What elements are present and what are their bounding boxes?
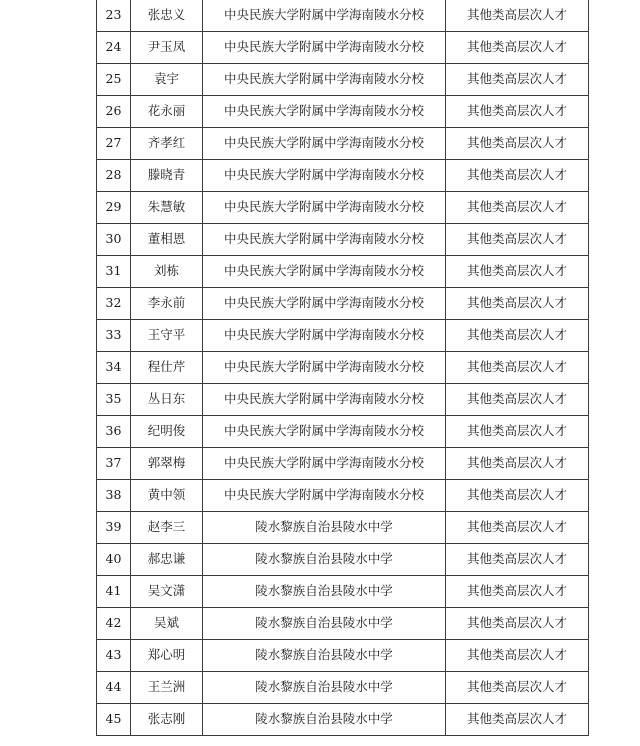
table-row — [97, 64, 589, 96]
row-number: 38 — [97, 480, 131, 512]
talent-category: 其他类高层次人才 — [446, 256, 589, 288]
talent-category: 其他类高层次人才 — [446, 0, 589, 32]
work-unit: 中央民族大学附属中学海南陵水分校 — [203, 320, 446, 352]
row-number: 35 — [97, 384, 131, 416]
table-row — [97, 480, 589, 512]
person-name: 董相恩 — [131, 224, 203, 256]
work-unit: 陵水黎族自治县陵水中学 — [203, 608, 446, 640]
talent-category: 其他类高层次人才 — [446, 32, 589, 64]
row-number: 31 — [97, 256, 131, 288]
work-unit: 陵水黎族自治县陵水中学 — [203, 640, 446, 672]
person-name: 张忠义 — [131, 0, 203, 32]
row-number: 25 — [97, 64, 131, 96]
person-name: 赵李三 — [131, 512, 203, 544]
talent-category: 其他类高层次人才 — [446, 544, 589, 576]
person-name: 齐孝红 — [131, 128, 203, 160]
row-number: 30 — [97, 224, 131, 256]
person-name: 滕晓青 — [131, 160, 203, 192]
talent-category: 其他类高层次人才 — [446, 480, 589, 512]
work-unit: 中央民族大学附属中学海南陵水分校 — [203, 160, 446, 192]
work-unit: 陵水黎族自治县陵水中学 — [203, 544, 446, 576]
talent-category: 其他类高层次人才 — [446, 128, 589, 160]
table-row — [97, 416, 589, 448]
work-unit: 中央民族大学附属中学海南陵水分校 — [203, 480, 446, 512]
row-number: 34 — [97, 352, 131, 384]
talent-category: 其他类高层次人才 — [446, 64, 589, 96]
person-name: 刘栋 — [131, 256, 203, 288]
talent-category: 其他类高层次人才 — [446, 288, 589, 320]
talent-category: 其他类高层次人才 — [446, 416, 589, 448]
talent-category: 其他类高层次人才 — [446, 320, 589, 352]
talent-category: 其他类高层次人才 — [446, 96, 589, 128]
work-unit: 陵水黎族自治县陵水中学 — [203, 672, 446, 704]
work-unit: 中央民族大学附属中学海南陵水分校 — [203, 352, 446, 384]
row-number: 39 — [97, 512, 131, 544]
person-name: 丛日东 — [131, 384, 203, 416]
person-name: 郝忠谦 — [131, 544, 203, 576]
person-name: 尹玉凤 — [131, 32, 203, 64]
person-name: 纪明俊 — [131, 416, 203, 448]
table-row — [97, 384, 589, 416]
person-name: 黄中领 — [131, 480, 203, 512]
person-name: 吴文潇 — [131, 576, 203, 608]
work-unit: 陵水黎族自治县陵水中学 — [203, 512, 446, 544]
table-row — [97, 544, 589, 576]
table-row — [97, 32, 589, 64]
table-row — [97, 640, 589, 672]
row-number: 27 — [97, 128, 131, 160]
talent-category: 其他类高层次人才 — [446, 640, 589, 672]
row-number: 45 — [97, 704, 131, 736]
work-unit: 陵水黎族自治县陵水中学 — [203, 576, 446, 608]
person-name: 李永前 — [131, 288, 203, 320]
row-number: 40 — [97, 544, 131, 576]
row-number: 23 — [97, 0, 131, 32]
table-row — [97, 224, 589, 256]
row-number: 32 — [97, 288, 131, 320]
row-number: 41 — [97, 576, 131, 608]
row-number: 43 — [97, 640, 131, 672]
row-number: 26 — [97, 96, 131, 128]
table-row — [97, 512, 589, 544]
work-unit: 中央民族大学附属中学海南陵水分校 — [203, 32, 446, 64]
work-unit: 中央民族大学附属中学海南陵水分校 — [203, 128, 446, 160]
table-row — [97, 256, 589, 288]
work-unit: 中央民族大学附属中学海南陵水分校 — [203, 0, 446, 32]
person-name: 张志刚 — [131, 704, 203, 736]
work-unit: 中央民族大学附属中学海南陵水分校 — [203, 64, 446, 96]
talent-list-table — [96, 0, 589, 736]
person-name: 吴斌 — [131, 608, 203, 640]
work-unit: 中央民族大学附属中学海南陵水分校 — [203, 192, 446, 224]
talent-category: 其他类高层次人才 — [446, 160, 589, 192]
work-unit: 中央民族大学附属中学海南陵水分校 — [203, 256, 446, 288]
talent-category: 其他类高层次人才 — [446, 352, 589, 384]
table-row — [97, 320, 589, 352]
row-number: 33 — [97, 320, 131, 352]
person-name: 朱慧敏 — [131, 192, 203, 224]
work-unit: 中央民族大学附属中学海南陵水分校 — [203, 416, 446, 448]
person-name: 袁宇 — [131, 64, 203, 96]
table-row — [97, 160, 589, 192]
table-row — [97, 128, 589, 160]
row-number: 42 — [97, 608, 131, 640]
talent-category: 其他类高层次人才 — [446, 704, 589, 736]
row-number: 29 — [97, 192, 131, 224]
talent-category: 其他类高层次人才 — [446, 672, 589, 704]
work-unit: 陵水黎族自治县陵水中学 — [203, 704, 446, 736]
table-body — [97, 0, 589, 736]
row-number: 36 — [97, 416, 131, 448]
table-row — [97, 704, 589, 736]
table-row — [97, 96, 589, 128]
row-number: 37 — [97, 448, 131, 480]
talent-category: 其他类高层次人才 — [446, 608, 589, 640]
table-row — [97, 288, 589, 320]
talent-category: 其他类高层次人才 — [446, 448, 589, 480]
row-number: 44 — [97, 672, 131, 704]
talent-category: 其他类高层次人才 — [446, 384, 589, 416]
talent-category: 其他类高层次人才 — [446, 576, 589, 608]
table-row — [97, 672, 589, 704]
work-unit: 中央民族大学附属中学海南陵水分校 — [203, 224, 446, 256]
person-name: 王守平 — [131, 320, 203, 352]
talent-category: 其他类高层次人才 — [446, 512, 589, 544]
table-row — [97, 192, 589, 224]
row-number: 24 — [97, 32, 131, 64]
talent-category: 其他类高层次人才 — [446, 192, 589, 224]
person-name: 花永丽 — [131, 96, 203, 128]
table-row — [97, 352, 589, 384]
person-name: 程仕芹 — [131, 352, 203, 384]
work-unit: 中央民族大学附属中学海南陵水分校 — [203, 96, 446, 128]
person-name: 王兰洲 — [131, 672, 203, 704]
work-unit: 中央民族大学附属中学海南陵水分校 — [203, 448, 446, 480]
table-row — [97, 448, 589, 480]
table-row — [97, 576, 589, 608]
work-unit: 中央民族大学附属中学海南陵水分校 — [203, 288, 446, 320]
table-row — [97, 0, 589, 32]
person-name: 郑心明 — [131, 640, 203, 672]
row-number: 28 — [97, 160, 131, 192]
person-name: 郭翠梅 — [131, 448, 203, 480]
table-row — [97, 608, 589, 640]
talent-category: 其他类高层次人才 — [446, 224, 589, 256]
work-unit: 中央民族大学附属中学海南陵水分校 — [203, 384, 446, 416]
